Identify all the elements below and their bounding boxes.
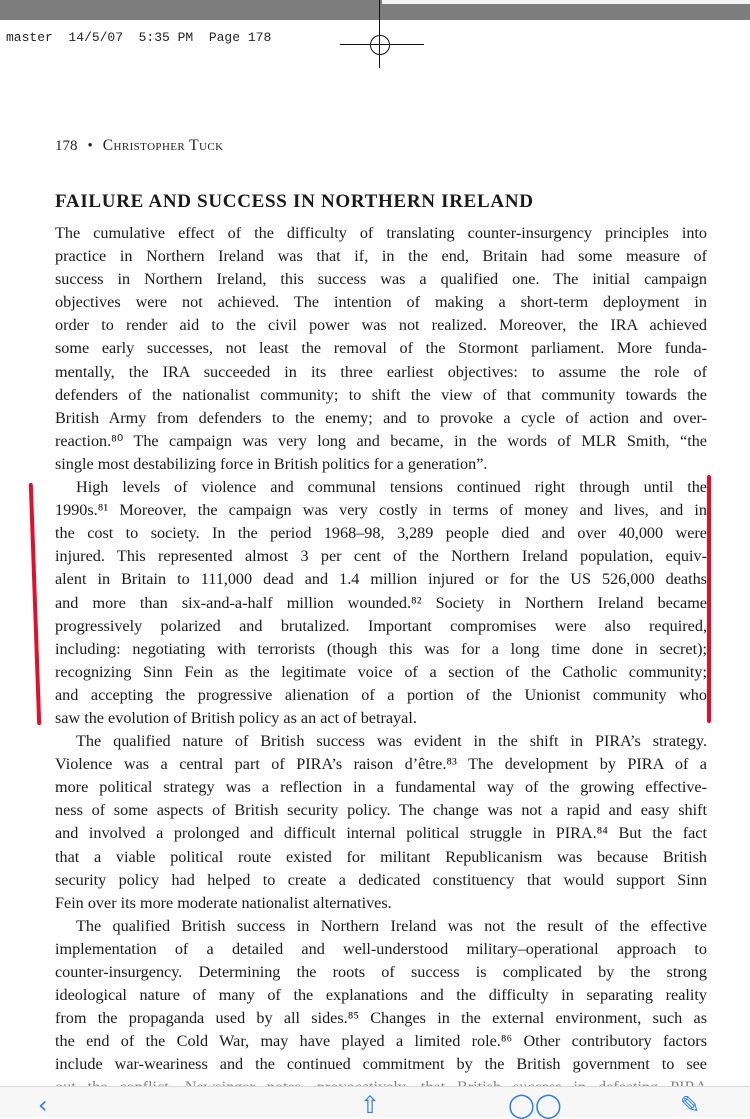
running-head-separator: • [87, 138, 93, 154]
text-line: mentally, the IRA succeeded in its three earliest objectives: to assume the role of [55, 362, 707, 381]
text-line: and involved a prolonged and difficult internal political struggle in PIRA.⁸⁴ But the fact [55, 824, 707, 843]
text-line: some early successes, not least the removal of the Stormont parliament. More funda- [55, 339, 707, 358]
text-line: Fein over its more moderate nationalist alternatives. [55, 893, 392, 912]
printer-slug: master 14/5/07 5:35 PM Page 178 [6, 30, 272, 45]
text-line: counter-insurgency. Determining the roots of success is complicated by the strong [55, 963, 707, 981]
text-line: reaction.⁸⁰ The campaign was very long and became, in the words of MLR Smith, “the [55, 431, 707, 450]
text-line: include war-weariness and the continued commitment by the British government to see [55, 1055, 707, 1074]
text-line: practice in Northern Ireland was that if, in the end, Britain had some measure of [55, 247, 707, 266]
text-line: that a viable political route existed for militant Republicanism was because British [55, 847, 707, 866]
text-line: The cumulative effect of the difficulty of translating counter-insurgency principles into [55, 224, 707, 242]
share-icon[interactable]: ⇧ [360, 1091, 381, 1119]
text-line: High levels of violence and communal tensions continued right through until the [76, 478, 707, 497]
text-line: and more than six-and-a-half million wounded.⁸² Society in Northern Ireland became [55, 593, 707, 612]
text-line: security policy had helped to create a dedicated constituency that would support Sinn [55, 870, 707, 889]
annotation-mark-right [707, 475, 711, 723]
text-line: objectives were not achieved. The intention of making a short-term deployment in [55, 293, 707, 312]
running-head [55, 137, 223, 155]
text-line: injured. This represented almost 3 per cent of the Northern Ireland population, equiv- [55, 547, 707, 566]
text-line: Violence was a central part of PIRA’s raison d’être.⁸³ The development by PIRA of a [55, 755, 707, 774]
text-line: 1990s.⁸¹ Moreover, the campaign was very costly in terms of money and lives, and in [55, 501, 707, 520]
body-text [55, 222, 707, 1100]
crop-mark-vertical [379, 0, 380, 68]
text-line: implementation of a detailed and well-understood military–operational approach to [55, 939, 707, 958]
text-line: success in Northern Ireland, this success was a qualified one. The initial campaign [55, 270, 707, 289]
running-head-author: Christopher Tuck [102, 137, 224, 154]
text-line: The qualified nature of British success was evident in the shift in PIRA’s strategy. [76, 732, 707, 751]
text-line: single most destabilizing force in British politics for a generation”. [55, 454, 488, 473]
text-line: The qualified British success in Northern Ireland was not the result of the effective [76, 916, 707, 935]
text-line: recognizing Sinn Fein as the legitimate voice of a section of the Catholic community; [55, 662, 707, 681]
section-heading: FAILURE AND SUCCESS IN NORTHERN IRELAND [55, 191, 534, 212]
text-line: order to render aid to the civil power was not realized. Moreover, the IRA achieved [55, 316, 707, 335]
text-line: ideological nature of many of the explanations and the difficulty in separating reality [55, 986, 707, 1005]
text-line: progressively polarized and brutalized. Important compromises were also required, [55, 616, 707, 635]
annotation-mark-left [29, 483, 41, 725]
back-icon[interactable]: ‹ [38, 1091, 48, 1119]
text-line: defenders of the nationalist community; to shift the view of that community towards the [55, 385, 707, 404]
edit-icon[interactable]: ✎ [680, 1091, 701, 1119]
text-line: from the propaganda used by all sides.⁸⁵ Changes in the external environment, such as [55, 1009, 707, 1028]
text-line: and accepting the progressive alienation of a portion of the Unionist community who [55, 685, 707, 704]
glasses-icon[interactable]: ◯◯ [508, 1091, 562, 1119]
text-line: ness of some aspects of British security policy. The change was not a rapid and easy shift [55, 801, 707, 820]
text-line: more political strategy was a reflection in a fundamental way of the growing effective- [55, 778, 707, 797]
text-line: the end of the Cold War, may have played a limited role.⁸⁶ Other contributory factors [55, 1032, 707, 1051]
text-line: British Army from defenders to the enemy; and to provoke a cycle of action and over- [55, 408, 707, 427]
text-line: including: negotiating with terrorists (though this was for a long time done in secret); [55, 639, 707, 658]
registration-mark-icon [370, 35, 390, 55]
text-line: alent in Britain to 111,000 dead and 1.4 million injured or for the US 526,000 deaths [55, 570, 707, 589]
page-edge [382, 0, 750, 4]
text-line: the cost to society. In the period 1968–98, 3,289 people died and over 40,000 were [55, 524, 707, 543]
page-number: 178 [55, 138, 78, 154]
text-line: saw the evolution of British policy as an act of betrayal. [55, 708, 417, 727]
